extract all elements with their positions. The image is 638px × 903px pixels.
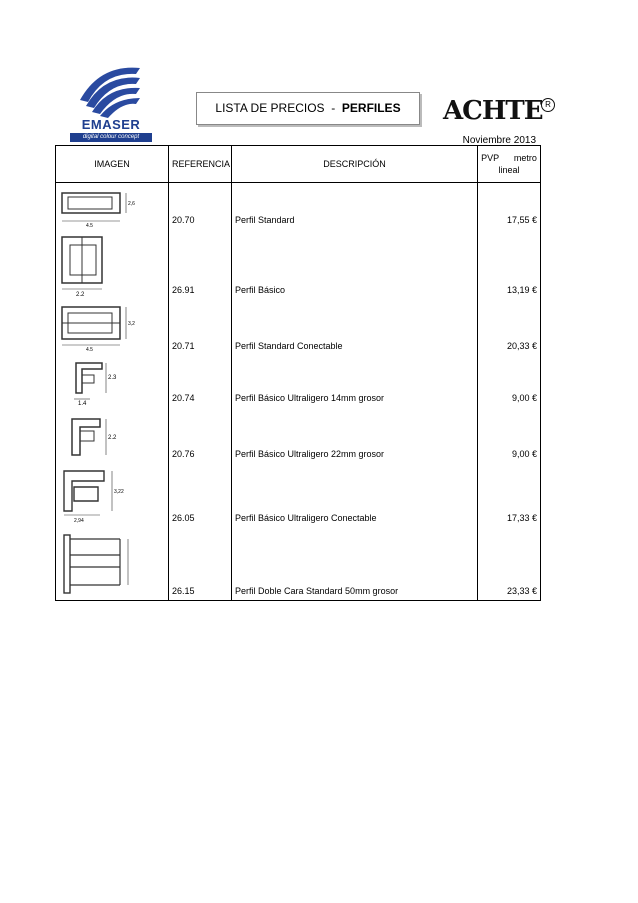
title-bold: PERFILES (341, 101, 401, 115)
cell-description: Perfil Básico (232, 229, 478, 299)
cell-price: 20,33 € (478, 299, 541, 355)
achte-brand (443, 96, 553, 136)
product-image (56, 355, 169, 407)
cell-reference: 20.70 (169, 183, 232, 229)
product-image (56, 407, 169, 463)
cell-reference: 20.74 (169, 355, 232, 407)
profile-26-05-drawing (60, 467, 130, 523)
dim-label: 2,6 (128, 201, 135, 207)
title-prefix: LISTA DE PRECIOS - (215, 101, 342, 115)
table-row (56, 407, 541, 463)
dim-label: 3,2 (128, 320, 135, 327)
cell-price: 13,19 € (478, 229, 541, 299)
price-table (55, 145, 541, 601)
table-row (56, 183, 541, 229)
cell-reference: 20.76 (169, 407, 232, 463)
cell-description: Perfil Standard Conectable (232, 299, 478, 355)
cell-reference: 26.91 (169, 229, 232, 299)
cell-reference: 26.15 (169, 527, 232, 601)
dim-label: 1,4 (78, 400, 87, 405)
header-price-top: PVP metro (481, 153, 537, 163)
profile-20-71-drawing (60, 303, 140, 351)
registered-mark: R (541, 98, 555, 112)
document-title (196, 92, 420, 125)
table-row (56, 527, 541, 601)
product-image (56, 229, 169, 299)
cell-description: Perfil Standard (232, 183, 478, 229)
price-date: Noviembre 2013 (462, 135, 536, 146)
product-image (56, 463, 169, 527)
cell-price: 9,00 € (478, 355, 541, 407)
cell-price: 9,00 € (478, 407, 541, 463)
table-row (56, 463, 541, 527)
cell-description: Perfil Doble Cara Standard 50mm grosor (232, 527, 478, 601)
table-row (56, 355, 541, 407)
cell-price: 23,33 € (478, 527, 541, 601)
cell-description: Perfil Básico Ultraligero 22mm grosor (232, 407, 478, 463)
logo-tagline: digital colour concept (70, 133, 152, 142)
brand-name: ACHTE (443, 96, 543, 126)
dim-label: 2.2 (108, 434, 117, 441)
cell-reference: 26.05 (169, 463, 232, 527)
profile-26-91-drawing (60, 233, 120, 297)
table-row (56, 229, 541, 299)
emaser-swoosh-icon (70, 60, 150, 118)
table-header-row (56, 146, 541, 183)
table-row (56, 299, 541, 355)
profile-26-15-drawing (60, 531, 140, 597)
cell-price: 17,33 € (478, 463, 541, 527)
logo-name: EMASER (81, 117, 141, 132)
cell-reference: 20.71 (169, 299, 232, 355)
profile-20-76-drawing (60, 411, 130, 459)
dim-label: 2.2 (76, 291, 85, 297)
header-price-bottom: lineal (498, 165, 520, 175)
profile-20-70-drawing (60, 187, 140, 227)
product-image (56, 527, 169, 601)
dim-label: 2.3 (108, 374, 117, 381)
dim-label: 3,22 (114, 488, 124, 495)
header-price (478, 146, 541, 183)
cell-description: Perfil Básico Ultraligero 14mm grosor (232, 355, 478, 407)
header-image: IMAGEN (56, 146, 169, 183)
header-description: DESCRIPCIÓN (232, 146, 478, 183)
cell-price: 17,55 € (478, 183, 541, 229)
dim-label: 2,94 (74, 517, 84, 523)
product-image (56, 183, 169, 229)
dim-label: 4,5 (86, 223, 93, 227)
product-image (56, 299, 169, 355)
cell-description: Perfil Básico Ultraligero Conectable (232, 463, 478, 527)
dim-label: 4,5 (86, 346, 93, 351)
profile-20-74-drawing (60, 359, 130, 405)
header-reference: REFERENCIA (169, 146, 232, 183)
